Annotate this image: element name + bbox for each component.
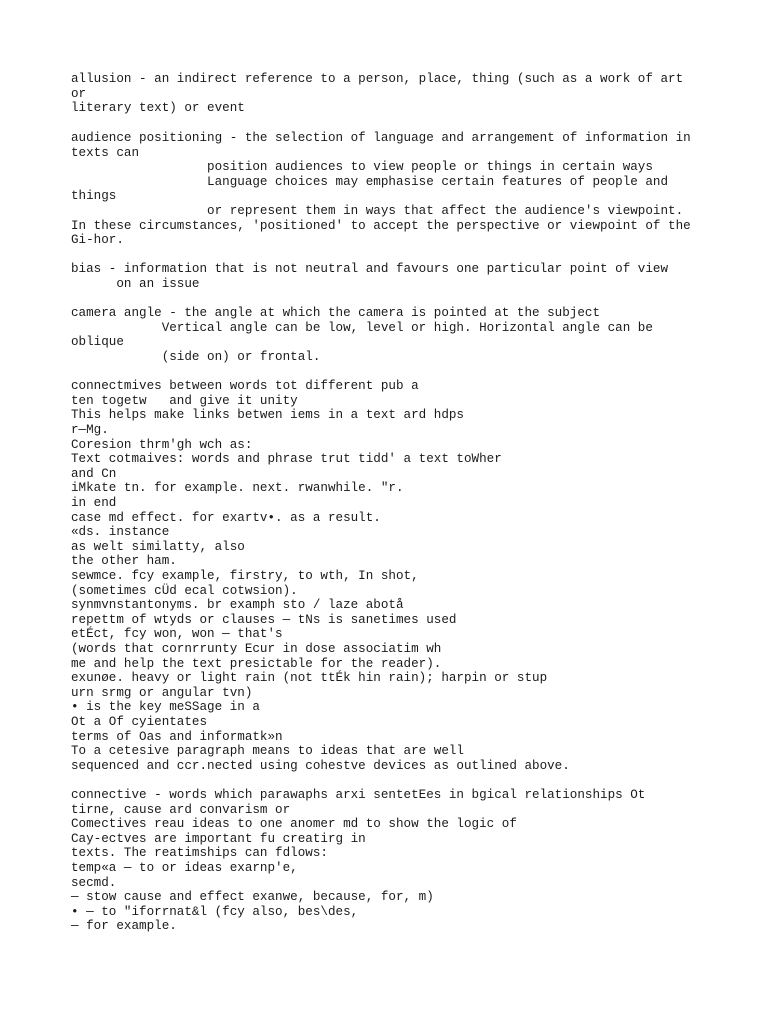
text-line: etÉct, fcy won, won — that's [71, 627, 283, 641]
text-line: Language choices may emphasise certain features of people and [71, 175, 669, 189]
text-line: bias - information that is not neutral and favours one particular point of view [71, 262, 669, 276]
text-line: texts. The reatimships can fdlows: [71, 846, 328, 860]
text-line: — stow cause and effect exanwe, because, for, m) [71, 890, 434, 904]
text-line: • is the key meSSage in a [71, 700, 260, 714]
text-line: oblique [71, 335, 124, 349]
text-line: To a cetesive paragraph means to ideas that are well [71, 744, 464, 758]
text-line: — for example. [71, 919, 177, 933]
text-line: «ds. instance [71, 525, 170, 539]
text-line: Coresion thrm'gh wch as: [71, 438, 253, 452]
text-line: r—Mg. [71, 423, 109, 437]
text-line: tirne, cause ard convarism or [71, 803, 291, 817]
text-line: (sometimes cÜd ecal cotwsion). [71, 584, 298, 598]
text-line: or [71, 87, 87, 101]
text-line: Vertical angle can be low, level or high. Horizontal angle can be [71, 321, 653, 335]
text-line: temp«a — to or ideas exarnp'e, [71, 861, 298, 875]
text-line: me and help the text presictable for the reader). [71, 657, 442, 671]
text-line: sewmce. fcy example, firstry, to wth, In shot, [71, 569, 419, 583]
text-line: position audiences to view people or things in certain ways [71, 160, 653, 174]
text-line: on an issue [71, 277, 200, 291]
text-line: ten togetw and give it unity [71, 394, 298, 408]
text-line: things [71, 189, 117, 203]
text-line: Gi-hor. [71, 233, 124, 247]
text-line: in end [71, 496, 117, 510]
text-line: literary text) or event [71, 101, 245, 115]
text-line: iMkate tn. for example. next. rwanwhile. "r. [71, 481, 404, 495]
text-line: camera angle - the angle at which the camera is pointed at the subject [71, 306, 601, 320]
text-line: case md effect. for exartv•. as a result. [71, 511, 381, 525]
text-line: allusion - an indirect reference to a person, place, thing (such as a work of art [71, 72, 684, 86]
text-line: • — to "iforrnat&l (fcy also, bes\des, [71, 905, 359, 919]
text-line: (words that cornrrunty Ecur in dose associatim wh [71, 642, 442, 656]
text-line: repettm of wtyds or clauses — tNs is sanetimes used [71, 613, 457, 627]
text-line: Text cotmaives: words and phrase trut tidd' a text toWher [71, 452, 502, 466]
text-line: audience positioning - the selection of language and arrangement of information in [71, 131, 691, 145]
text-line: In these circumstances, 'positioned' to accept the perspective or viewpoint of the [71, 219, 691, 233]
text-line: synmvnstantonyms. br examph sto / laze abotå [71, 598, 404, 612]
text-line: the other ham. [71, 554, 177, 568]
text-line: secmd. [71, 876, 117, 890]
text-line: as welt similatty, also [71, 540, 245, 554]
text-line: (side on) or frontal. [71, 350, 321, 364]
text-line: connectmives between words tot different pub a [71, 379, 419, 393]
text-line: exunøe. heavy or light rain (not ttÉk hin rain); harpin or stup [71, 671, 548, 685]
text-line: urn srmg or angular tvn) [71, 686, 253, 700]
text-line: This helps make links betwen iems in a text ard hdps [71, 408, 464, 422]
text-line: or represent them in ways that affect the audience's viewpoint. [71, 204, 684, 218]
text-line: texts can [71, 146, 140, 160]
text-line: Comectives reau ideas to one anomer md to show the logic of [71, 817, 517, 831]
text-line: Ot a Of cyientates [71, 715, 208, 729]
text-line: terms of Oas and informatk»n [71, 730, 283, 744]
text-line: connective - words which parawaphs arxi sentetEes in bgical relationships Ot [71, 788, 646, 802]
text-line: sequenced and ccr.nected using cohestve devices as outlined above. [71, 759, 570, 773]
text-line: and Cn [71, 467, 117, 481]
text-line: Cay-ectves are important fu creatirg in [71, 832, 366, 846]
